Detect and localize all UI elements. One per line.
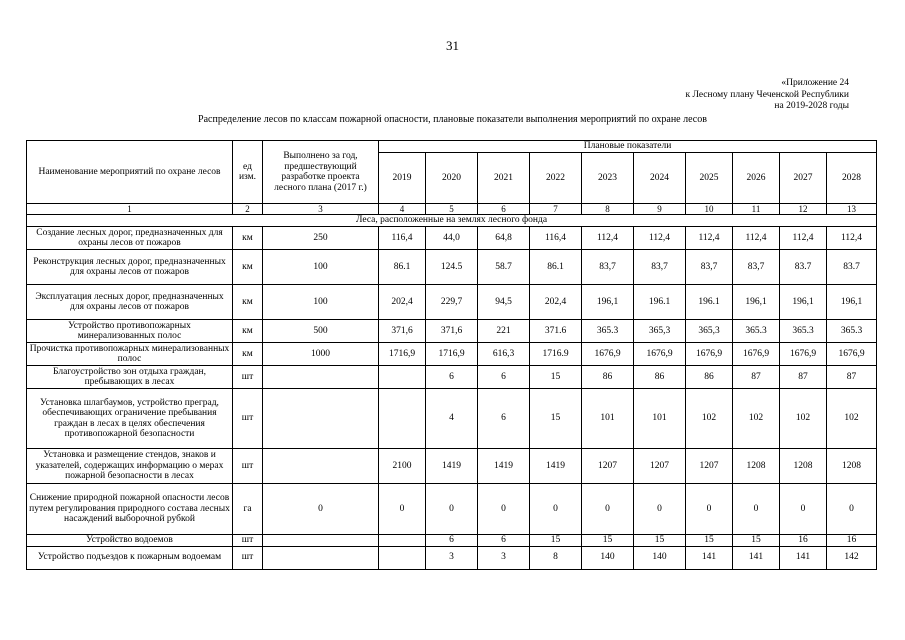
- done-cell: 250: [263, 227, 379, 250]
- unit-cell: шт: [233, 535, 263, 547]
- plan-value: 86.1: [530, 250, 582, 285]
- appendix-line-1: «Приложение 24: [781, 78, 849, 88]
- table-row: [27, 535, 877, 547]
- plan-value: 2100: [379, 449, 426, 484]
- column-number: 8: [582, 204, 634, 215]
- column-number: 6: [478, 204, 530, 215]
- plan-value: 196,1: [780, 285, 827, 320]
- plan-value: 116,4: [379, 227, 426, 250]
- plan-value: 87: [827, 366, 877, 389]
- column-number: 12: [780, 204, 827, 215]
- plan-value: 8: [530, 546, 582, 569]
- page-number: 31: [446, 38, 459, 53]
- plan-value: 1419: [478, 449, 530, 484]
- plan-value: 6: [478, 389, 530, 449]
- plan-value: 15: [634, 535, 686, 547]
- plan-value: 102: [733, 389, 780, 449]
- header-year: 2024: [634, 153, 686, 204]
- plan-value: 87: [733, 366, 780, 389]
- plan-value: 86: [634, 366, 686, 389]
- plan-value: 0: [582, 484, 634, 535]
- plan-value: 124.5: [426, 250, 478, 285]
- header-year: 2027: [780, 153, 827, 204]
- header-year: 2026: [733, 153, 780, 204]
- plan-value: 58.7: [478, 250, 530, 285]
- plan-value: 15: [686, 535, 733, 547]
- plan-value: 1676,9: [634, 343, 686, 366]
- plan-value: 15: [733, 535, 780, 547]
- plan-value: 6: [426, 366, 478, 389]
- column-number: 3: [263, 204, 379, 215]
- activity-name: Устройство подъездов к пожарным водоемам: [27, 546, 233, 569]
- table-row: [27, 250, 877, 285]
- plan-value: 365.3: [582, 320, 634, 343]
- unit-cell: км: [233, 227, 263, 250]
- plan-value: 196.1: [634, 285, 686, 320]
- plan-value: 64,8: [478, 227, 530, 250]
- plan-value: 1208: [733, 449, 780, 484]
- unit-cell: шт: [233, 449, 263, 484]
- plan-value: 365.3: [733, 320, 780, 343]
- plan-value: 221: [478, 320, 530, 343]
- table-row: [27, 285, 877, 320]
- section-title: Леса, расположенные на землях лесного фонда: [27, 215, 877, 227]
- plan-value: 16: [827, 535, 877, 547]
- plan-value: [379, 546, 426, 569]
- plan-value: 1208: [827, 449, 877, 484]
- plan-value: 112,4: [582, 227, 634, 250]
- plan-value: 15: [530, 389, 582, 449]
- done-cell: 500: [263, 320, 379, 343]
- plan-value: 0: [426, 484, 478, 535]
- header-year: 2020: [426, 153, 478, 204]
- done-cell: 0: [263, 484, 379, 535]
- done-cell: [263, 389, 379, 449]
- unit-cell: га: [233, 484, 263, 535]
- plan-value: 365.3: [827, 320, 877, 343]
- plan-value: 1716,9: [379, 343, 426, 366]
- header-unit: ед изм.: [233, 141, 263, 204]
- activity-name: Устройство водоемов: [27, 535, 233, 547]
- plan-value: 44,0: [426, 227, 478, 250]
- table-row: [27, 366, 877, 389]
- plan-value: 1716.9: [530, 343, 582, 366]
- table-row: [27, 320, 877, 343]
- header-year: 2025: [686, 153, 733, 204]
- activity-name: Установка и размещение стендов, знаков и указателей, содержащих информацию о мерах пожарной безопасности в лесах: [27, 449, 233, 484]
- column-number: 5: [426, 204, 478, 215]
- done-cell: [263, 449, 379, 484]
- plan-value: 83,7: [686, 250, 733, 285]
- plan-value: 101: [634, 389, 686, 449]
- plan-value: 365,3: [686, 320, 733, 343]
- plan-value: 1676,9: [827, 343, 877, 366]
- plan-value: 112,4: [686, 227, 733, 250]
- plan-value: 229,7: [426, 285, 478, 320]
- plan-value: 140: [634, 546, 686, 569]
- fire-protection-table: [26, 140, 877, 570]
- table-row: [27, 227, 877, 250]
- plan-value: 83,7: [634, 250, 686, 285]
- plan-value: 102: [780, 389, 827, 449]
- plan-value: 83.7: [827, 250, 877, 285]
- document-title: Распределение лесов по классам пожарной опасности, плановые показатели выполнения мероприятий по охране лесов: [198, 114, 707, 125]
- plan-value: 102: [827, 389, 877, 449]
- column-number: 2: [233, 204, 263, 215]
- activity-name: Реконструкция лесных дорог, предназначенных для охраны лесов от пожаров: [27, 250, 233, 285]
- plan-value: 15: [530, 535, 582, 547]
- plan-value: 1419: [426, 449, 478, 484]
- section-row: [27, 215, 877, 227]
- plan-value: 0: [634, 484, 686, 535]
- appendix-note: [685, 78, 849, 113]
- appendix-line-2: к Лесному плану Чеченской Республики: [685, 89, 849, 100]
- plan-value: 1676,9: [733, 343, 780, 366]
- activity-name: Создание лесных дорог, предназначенных для охраны лесов от пожаров: [27, 227, 233, 250]
- plan-value: 202,4: [530, 285, 582, 320]
- plan-value: 0: [733, 484, 780, 535]
- header-year: 2019: [379, 153, 426, 204]
- plan-value: 140: [582, 546, 634, 569]
- plan-value: 112,4: [827, 227, 877, 250]
- plan-value: 1208: [780, 449, 827, 484]
- plan-value: 112,4: [634, 227, 686, 250]
- plan-value: 1676,9: [780, 343, 827, 366]
- plan-value: 0: [827, 484, 877, 535]
- done-cell: 100: [263, 250, 379, 285]
- plan-value: 141: [686, 546, 733, 569]
- plan-value: 202,4: [379, 285, 426, 320]
- header-name: Наименование мероприятий по охране лесов: [27, 141, 233, 204]
- plan-value: 0: [379, 484, 426, 535]
- column-number: 1: [27, 204, 233, 215]
- plan-value: 1207: [686, 449, 733, 484]
- table-row: [27, 484, 877, 535]
- plan-value: 86: [582, 366, 634, 389]
- activity-name: Прочистка противопожарных минерализованных полос: [27, 343, 233, 366]
- plan-value: 196,1: [733, 285, 780, 320]
- unit-cell: шт: [233, 366, 263, 389]
- plan-value: 83,7: [733, 250, 780, 285]
- unit-cell: км: [233, 285, 263, 320]
- plan-value: 1716,9: [426, 343, 478, 366]
- plan-value: 116,4: [530, 227, 582, 250]
- plan-value: 1676,9: [686, 343, 733, 366]
- plan-value: 101: [582, 389, 634, 449]
- unit-cell: км: [233, 250, 263, 285]
- column-number: 11: [733, 204, 780, 215]
- header-year: 2023: [582, 153, 634, 204]
- header-plan: Плановые показатели: [379, 141, 877, 153]
- plan-value: 142: [827, 546, 877, 569]
- plan-value: 196,1: [827, 285, 877, 320]
- plan-value: 1676,9: [582, 343, 634, 366]
- plan-value: 0: [686, 484, 733, 535]
- plan-value: 6: [478, 366, 530, 389]
- plan-value: 112,4: [733, 227, 780, 250]
- plan-value: 141: [780, 546, 827, 569]
- plan-value: 1207: [634, 449, 686, 484]
- plan-value: 94,5: [478, 285, 530, 320]
- header-year: 2022: [530, 153, 582, 204]
- plan-value: 0: [530, 484, 582, 535]
- activity-name: Снижение природной пожарной опасности лесов путем регулирования природного состава лесных насаждений выборочной рубкой: [27, 484, 233, 535]
- column-number: 9: [634, 204, 686, 215]
- plan-value: 371.6: [530, 320, 582, 343]
- done-cell: [263, 366, 379, 389]
- plan-value: [379, 366, 426, 389]
- done-cell: 1000: [263, 343, 379, 366]
- plan-value: 1207: [582, 449, 634, 484]
- plan-value: [379, 535, 426, 547]
- done-cell: [263, 546, 379, 569]
- done-cell: [263, 535, 379, 547]
- activity-name: Установка шлагбаумов, устройство преград, обеспечивающих ограничение пребывания граждан в лесах в целях обеспечения противопожарной безопасности: [27, 389, 233, 449]
- plan-value: 3: [426, 546, 478, 569]
- plan-value: 6: [426, 535, 478, 547]
- plan-value: 15: [582, 535, 634, 547]
- activity-name: Благоустройство зон отдыха граждан, пребывающих в лесах: [27, 366, 233, 389]
- plan-value: 112,4: [780, 227, 827, 250]
- plan-value: 371,6: [379, 320, 426, 343]
- plan-value: 365,3: [634, 320, 686, 343]
- plan-value: 4: [426, 389, 478, 449]
- plan-value: 86: [686, 366, 733, 389]
- plan-value: 196.1: [686, 285, 733, 320]
- column-number: 7: [530, 204, 582, 215]
- header-year: 2028: [827, 153, 877, 204]
- appendix-line-3: на 2019-2028 годы: [774, 101, 849, 111]
- plan-value: 86.1: [379, 250, 426, 285]
- plan-value: 15: [530, 366, 582, 389]
- plan-value: [379, 389, 426, 449]
- activity-name: Эксплуатация лесных дорог, предназначенных для охраны лесов от пожаров: [27, 285, 233, 320]
- plan-value: 3: [478, 546, 530, 569]
- plan-value: 16: [780, 535, 827, 547]
- column-number: 10: [686, 204, 733, 215]
- unit-cell: шт: [233, 389, 263, 449]
- header-year: 2021: [478, 153, 530, 204]
- plan-value: 6: [478, 535, 530, 547]
- plan-value: 1419: [530, 449, 582, 484]
- plan-value: 0: [780, 484, 827, 535]
- table-row: [27, 389, 877, 449]
- table-row: [27, 343, 877, 366]
- plan-value: 0: [478, 484, 530, 535]
- plan-value: 141: [733, 546, 780, 569]
- plan-value: 83,7: [582, 250, 634, 285]
- table-row: [27, 546, 877, 569]
- column-numbers-row: [27, 204, 877, 215]
- plan-value: 102: [686, 389, 733, 449]
- plan-value: 196,1: [582, 285, 634, 320]
- unit-cell: км: [233, 343, 263, 366]
- plan-value: 371,6: [426, 320, 478, 343]
- column-number: 13: [827, 204, 877, 215]
- plan-value: 87: [780, 366, 827, 389]
- header-done: Выполнено за год, предшествующий разработке проекта лесного плана (2017 г.): [263, 141, 379, 204]
- plan-value: 616,3: [478, 343, 530, 366]
- activity-name: Устройство противопожарных минерализованных полос: [27, 320, 233, 343]
- table-row: [27, 449, 877, 484]
- done-cell: 100: [263, 285, 379, 320]
- plan-value: 365.3: [780, 320, 827, 343]
- column-number: 4: [379, 204, 426, 215]
- plan-value: 83.7: [780, 250, 827, 285]
- unit-cell: км: [233, 320, 263, 343]
- unit-cell: шт: [233, 546, 263, 569]
